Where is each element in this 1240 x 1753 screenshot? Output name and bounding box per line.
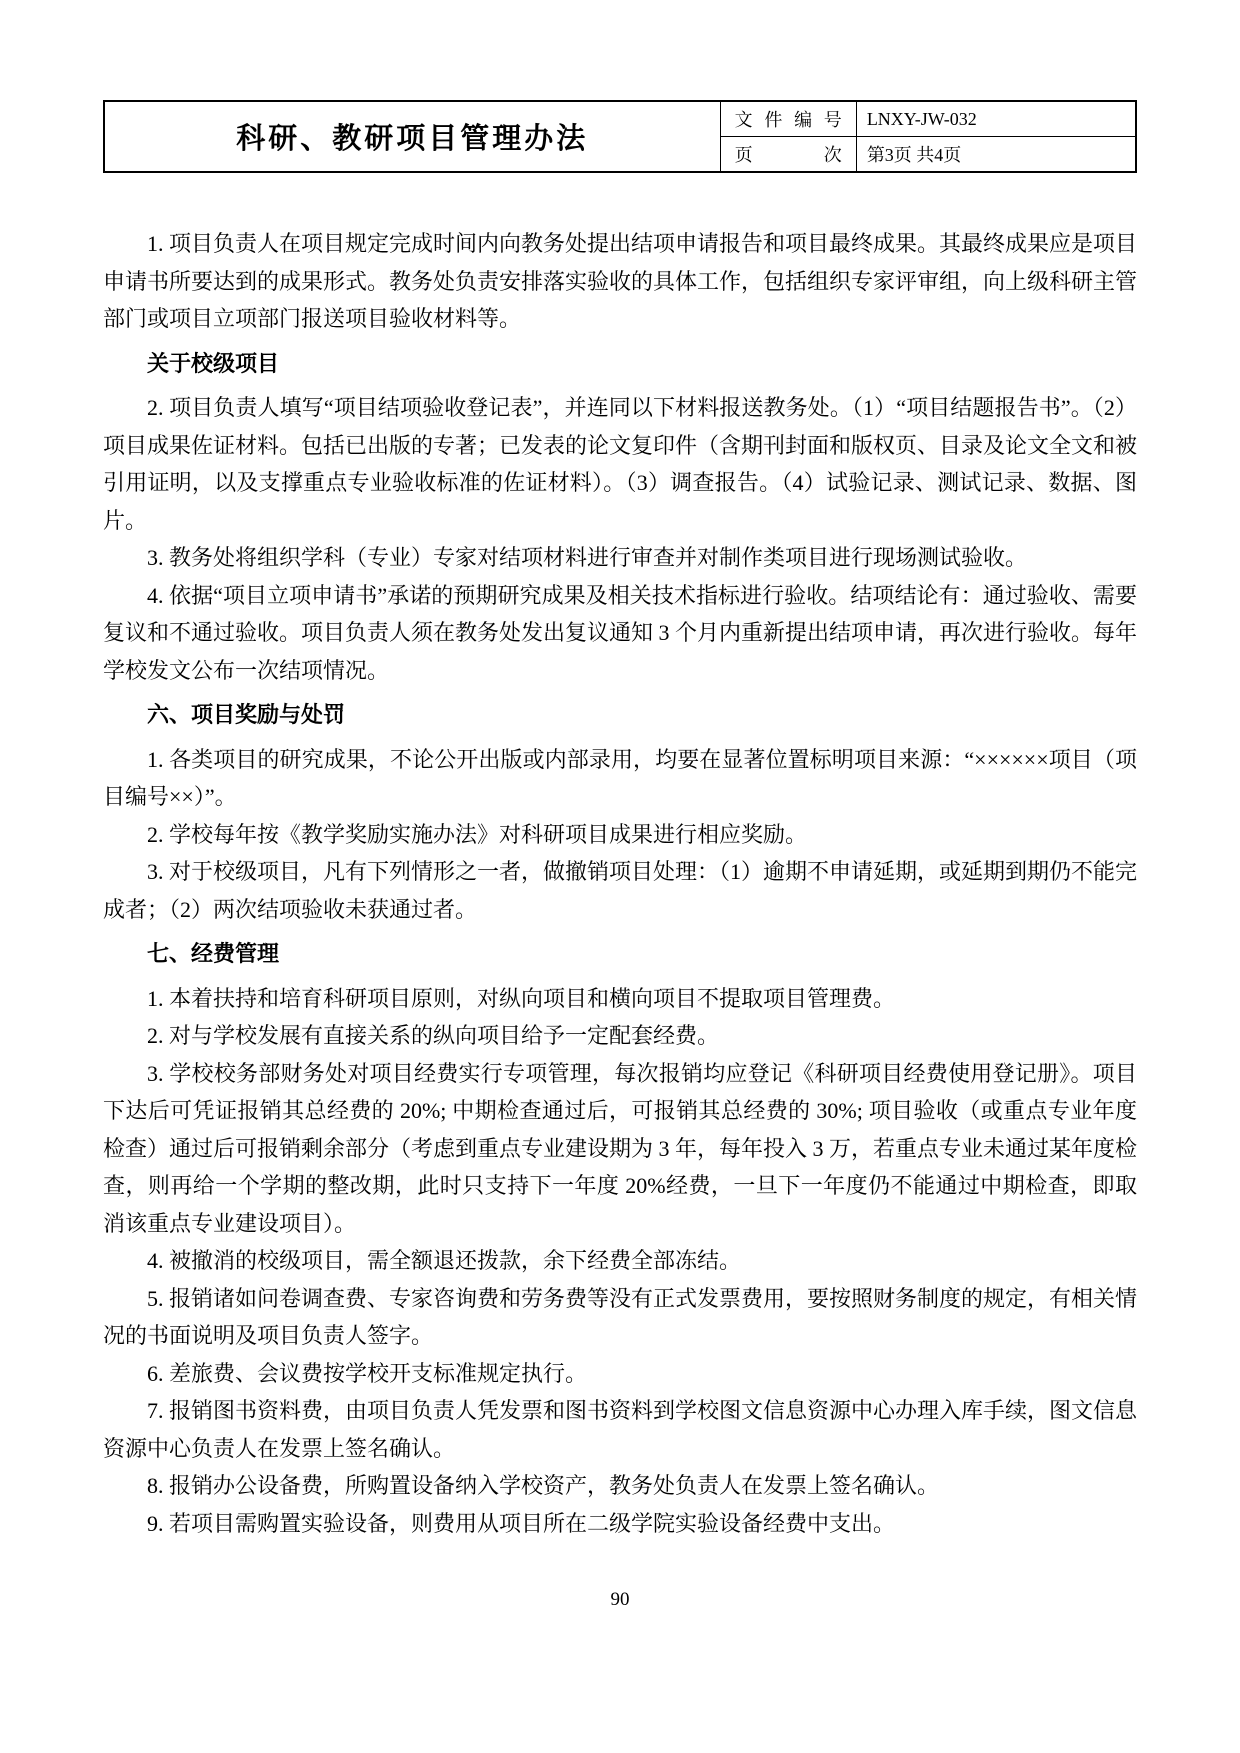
doc-number-label: 文 件 编 号 — [720, 101, 856, 137]
paragraph: 3. 教务处将组织学科（专业）专家对结项材料进行审查并对制作类项目进行现场测试验收。 — [147, 545, 1028, 570]
paragraph: 3. 对于校级项目，凡有下列情形之一者，做撤销项目处理：（1）逾期不申请延期，或延期到期仍不能完成者；（2）两次结项验收未获通过者。 — [103, 859, 1138, 922]
page-index-label: 页 次 — [720, 137, 856, 173]
document-title: 科研、教研项目管理办法 — [104, 101, 720, 172]
doc-number-value: LNXY-JW-032 — [856, 101, 1136, 137]
paragraph: 9. 若项目需购置实验设备，则费用从项目所在二级学院实验设备经费中支出。 — [147, 1510, 896, 1536]
section-heading: 六、项目奖励与处罚 — [147, 702, 346, 727]
page-index-value: 第3页 共4页 — [856, 137, 1136, 173]
section-heading: 关于校级项目 — [147, 350, 280, 376]
paragraph: 3. 学校校务部财务处对项目经费实行专项管理，每次报销均应登记《科研项目经费使用登记册》。项目下达后可凭证报销其总经费的 20%; 中期检查通过后，可报销其总经费的 30%; 项目验收（或重点专业年度检查）通过后可报销剩余部分（考虑到重点专业建设期为 3 年，每年投入 3 万，若重点专业未通过某年度检查，则再给一个学期的整改期，此时只支持下一年度 20%经费，一旦下一年度仍不能通过中期检查，即取消该重点专业建设项目）。 — [103, 1060, 1138, 1236]
paragraph: 2. 对与学校发展有直接关系的纵向项目给予一定配套经费。 — [147, 1023, 720, 1048]
paragraph: 1. 各类项目的研究成果，不论公开出版或内部录用，均要在显著位置标明项目来源：“××××××项目（项目编号××）”。 — [103, 746, 1137, 809]
document-body — [103, 225, 1137, 1542]
paragraph: 1. 项目负责人在项目规定完成时间内向教务处提出结项申请报告和项目最终成果。其最终成果应是项目申请书所要达到的成果形式。教务处负责安排落实验收的具体工作，包括组织专家评审组，向上级科研主管部门或项目立项部门报送项目验收材料等。 — [103, 231, 1138, 331]
paragraph: 8. 报销办公设备费，所购置设备纳入学校资产，教务处负责人在发票上签名确认。 — [147, 1473, 940, 1498]
paragraph: 4. 依据“项目立项申请书”承诺的预期研究成果及相关技术指标进行验收。结项结论有：通过验收、需要复议和不通过验收。项目负责人须在教务处发出复议通知 3 个月内重新提出结项申请，再次进行验收。每年学校发文公布一次结项情况。 — [103, 582, 1138, 683]
paragraph: 1. 本着扶持和培育科研项目原则，对纵向项目和横向项目不提取项目管理费。 — [147, 985, 896, 1011]
paragraph: 2. 项目负责人填写“项目结项验收登记表”，并连同以下材料报送教务处。（1）“项目结题报告书”。（2）项目成果佐证材料。包括已出版的专著；已发表的论文复印件（含期刊封面和版权页、目录及论文全文和被引用证明，以及支撑重点专业验收标准的佐证材料）。（3）调查报告。（4）试验记录、测试记录、数据、图片。 — [103, 395, 1138, 533]
document-header-table — [103, 100, 1137, 173]
paragraph: 4. 被撤消的校级项目，需全额退还拨款，余下经费全部冻结。 — [147, 1248, 742, 1273]
paragraph: 5. 报销诸如问卷调查费、专家咨询费和劳务费等没有正式发票费用，要按照财务制度的规定，有相关情况的书面说明及项目负责人签字。 — [103, 1285, 1138, 1348]
page-number: 90 — [610, 1589, 630, 1610]
section-heading: 七、经费管理 — [147, 941, 280, 966]
paragraph: 2. 学校每年按《教学奖励实施办法》对科研项目成果进行相应奖励。 — [147, 821, 808, 847]
paragraph: 7. 报销图书资料费，由项目负责人凭发票和图书资料到学校图文信息资源中心办理入库手续，图文信息资源中心负责人在发票上签名确认。 — [103, 1398, 1138, 1461]
paragraph: 6. 差旅费、会议费按学校开支标准规定执行。 — [147, 1360, 588, 1386]
